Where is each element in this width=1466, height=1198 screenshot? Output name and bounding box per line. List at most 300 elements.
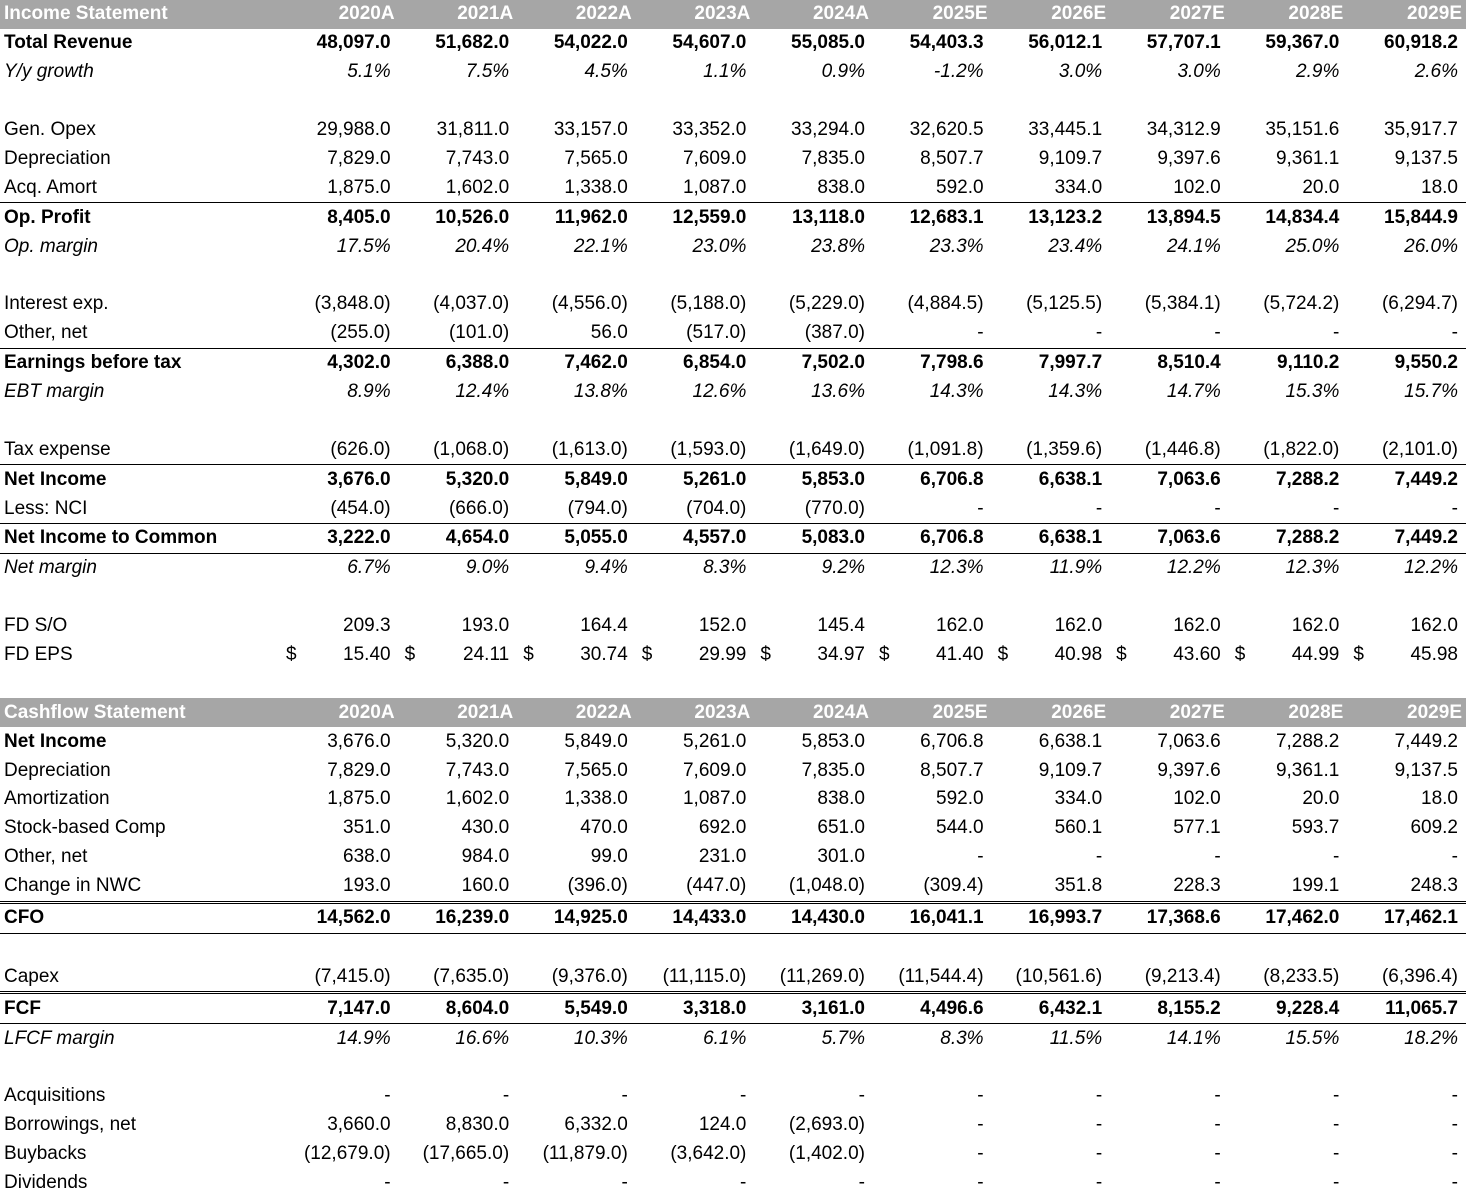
value-cell[interactable]: 0.9%	[821, 61, 865, 83]
row-label-cell[interactable]: Stock-based Comp	[4, 817, 166, 839]
value-cell[interactable]: 13.6%	[811, 381, 865, 403]
value-cell[interactable]: 5,849.0	[517, 465, 636, 494]
value-cell[interactable]: 18.2%	[1404, 1027, 1458, 1049]
value-cell[interactable]: -	[1333, 1114, 1340, 1136]
value-cell[interactable]: 12,683.1	[873, 203, 992, 232]
value-cell[interactable]: 7,288.2	[1275, 730, 1340, 752]
value-cell[interactable]	[399, 641, 518, 670]
value-cell[interactable]	[992, 669, 1111, 698]
value-cell[interactable]: 7,147.0	[280, 993, 399, 1024]
value-cell[interactable]: (517.0)	[686, 322, 747, 344]
value-cell[interactable]	[280, 87, 399, 116]
value-cell[interactable]: 3.0%	[1058, 61, 1103, 83]
value-cell[interactable]: 1,875.0	[327, 788, 391, 810]
value-cell[interactable]: 3,676.0	[327, 730, 391, 752]
value-cell[interactable]	[517, 669, 636, 698]
row-label-cell[interactable]	[0, 933, 280, 962]
value-cell[interactable]: 334.0	[1054, 176, 1103, 198]
value-cell[interactable]: (9,376.0)	[551, 965, 628, 987]
value-cell[interactable]: 7,829.0	[327, 759, 391, 781]
value-cell[interactable]: -	[1333, 846, 1340, 868]
row-label-cell[interactable]	[0, 669, 280, 698]
value-cell[interactable]: (1,593.0)	[670, 438, 747, 460]
value-cell[interactable]: 7,743.0	[445, 147, 510, 169]
value-cell[interactable]	[636, 669, 755, 698]
value-cell[interactable]	[636, 933, 755, 962]
value-cell[interactable]: 15,844.9	[1347, 203, 1466, 232]
value-cell[interactable]: 14.1%	[1166, 1027, 1221, 1049]
value-cell[interactable]	[873, 406, 992, 435]
value-cell[interactable]	[1110, 87, 1229, 116]
value-cell[interactable]	[517, 583, 636, 612]
value-cell[interactable]: 9.2%	[821, 557, 865, 579]
row-label-cell[interactable]: Net margin	[4, 557, 97, 579]
value-cell[interactable]	[280, 261, 399, 290]
value-cell[interactable]: 59,367.0	[1265, 32, 1340, 54]
row-label-cell[interactable]: LFCF margin	[4, 1027, 115, 1049]
value-cell[interactable]: 7,565.0	[564, 147, 628, 169]
value-cell[interactable]: 5,853.0	[754, 465, 873, 494]
year-header-cell[interactable]: 2029E	[1347, 698, 1466, 727]
value-cell[interactable]: 9.4%	[584, 557, 628, 579]
value-cell[interactable]: -	[1095, 497, 1103, 519]
value-cell[interactable]: 54,403.3	[909, 32, 984, 54]
value-cell[interactable]	[1347, 641, 1466, 670]
value-cell[interactable]	[280, 583, 399, 612]
value-cell[interactable]	[754, 641, 873, 670]
value-cell[interactable]: 162.0	[1291, 615, 1340, 637]
value-cell[interactable]	[399, 583, 518, 612]
value-cell[interactable]	[1110, 261, 1229, 290]
value-cell[interactable]: (5,125.5)	[1026, 293, 1103, 315]
value-cell[interactable]: 9.0%	[465, 557, 510, 579]
value-cell[interactable]: (4,884.5)	[907, 293, 984, 315]
value-cell[interactable]: 99.0	[590, 846, 628, 868]
value-cell[interactable]	[1110, 669, 1229, 698]
value-cell[interactable]: 12.3%	[929, 557, 984, 579]
value-cell[interactable]: 6,706.8	[873, 524, 992, 554]
value-cell[interactable]	[873, 87, 992, 116]
value-cell[interactable]	[873, 261, 992, 290]
value-cell[interactable]: -	[740, 1085, 747, 1107]
value-cell[interactable]	[399, 87, 518, 116]
value-cell[interactable]: 9,228.4	[1229, 993, 1348, 1024]
value-cell[interactable]: -	[621, 1085, 628, 1107]
value-cell[interactable]: 14,433.0	[636, 902, 755, 933]
year-header-cell[interactable]: 2023A	[636, 698, 755, 727]
row-label-cell[interactable]: Less: NCI	[4, 497, 88, 519]
row-label-cell[interactable]: FD EPS	[4, 644, 73, 666]
year-header-cell[interactable]: 2027E	[1110, 0, 1229, 29]
value-cell[interactable]: (309.4)	[923, 875, 984, 897]
row-label-cell[interactable]: Tax expense	[4, 438, 111, 460]
value-cell[interactable]: (447.0)	[686, 875, 747, 897]
value-cell[interactable]: (1,446.8)	[1144, 438, 1221, 460]
value-cell[interactable]: (101.0)	[448, 322, 510, 344]
year-header-cell[interactable]: 2023A	[636, 0, 755, 29]
value-cell[interactable]: 592.0	[936, 788, 984, 810]
value-cell[interactable]: 22.1%	[573, 235, 628, 257]
value-cell[interactable]: 11.9%	[1049, 557, 1103, 579]
value-cell[interactable]: 470.0	[580, 817, 628, 839]
value-cell[interactable]: -	[1333, 497, 1340, 519]
value-cell[interactable]	[873, 583, 992, 612]
value-cell[interactable]: 7,288.2	[1229, 524, 1348, 554]
value-cell[interactable]: 8,507.7	[920, 759, 984, 781]
value-cell[interactable]: 14,430.0	[754, 902, 873, 933]
value-cell[interactable]: 54,607.0	[672, 32, 747, 54]
value-cell[interactable]: -	[621, 1172, 628, 1194]
value-cell[interactable]	[1229, 261, 1348, 290]
value-cell[interactable]: 231.0	[698, 846, 747, 868]
value-cell[interactable]: 11.5%	[1049, 1027, 1103, 1049]
year-header-cell[interactable]: 2021A	[399, 0, 518, 29]
value-cell[interactable]: 162.0	[1173, 615, 1221, 637]
value-cell[interactable]: -	[1214, 1143, 1221, 1165]
value-cell[interactable]: 26.0%	[1404, 235, 1458, 257]
value-cell[interactable]: 4,557.0	[636, 524, 755, 554]
value-cell[interactable]	[1110, 583, 1229, 612]
value-cell[interactable]: -	[977, 1143, 984, 1165]
value-cell[interactable]: (8,233.5)	[1263, 965, 1340, 987]
value-cell[interactable]: (11,544.4)	[898, 965, 984, 987]
cashflow-statement-title[interactable]: Cashflow Statement	[0, 698, 280, 727]
value-cell[interactable]	[754, 669, 873, 698]
value-cell[interactable]: 1,087.0	[682, 788, 747, 810]
value-cell[interactable]	[754, 87, 873, 116]
value-cell[interactable]: 6,706.8	[873, 465, 992, 494]
value-cell[interactable]: 20.4%	[455, 235, 510, 257]
value-cell[interactable]: 1,875.0	[327, 176, 391, 198]
value-cell[interactable]	[280, 641, 399, 670]
value-cell[interactable]: -	[1214, 1085, 1221, 1107]
value-cell[interactable]	[1347, 1053, 1466, 1082]
row-label-cell[interactable]: Change in NWC	[4, 875, 142, 897]
value-cell[interactable]: (5,724.2)	[1263, 293, 1340, 315]
value-cell[interactable]	[754, 1053, 873, 1082]
value-cell[interactable]	[280, 669, 399, 698]
year-header-cell[interactable]: 2024A	[754, 0, 873, 29]
value-cell[interactable]: (5,229.0)	[788, 293, 865, 315]
value-cell[interactable]: 2.6%	[1414, 61, 1458, 83]
value-cell[interactable]: (17,665.0)	[422, 1143, 510, 1165]
row-label-cell[interactable]: Capex	[4, 965, 59, 987]
year-header-cell[interactable]: 2025E	[873, 0, 992, 29]
value-cell[interactable]	[754, 933, 873, 962]
value-cell[interactable]: (11,879.0)	[542, 1143, 628, 1165]
value-cell[interactable]: 7,835.0	[801, 147, 865, 169]
value-cell[interactable]: 16.6%	[455, 1027, 510, 1049]
value-cell[interactable]: (11,269.0)	[779, 965, 865, 987]
value-cell[interactable]	[1347, 406, 1466, 435]
value-cell[interactable]: 124.0	[698, 1114, 747, 1136]
value-cell[interactable]: 8,155.2	[1110, 993, 1229, 1024]
row-label-cell[interactable]	[0, 583, 280, 612]
value-cell[interactable]: 5,849.0	[564, 730, 628, 752]
value-cell[interactable]: 20.0	[1302, 176, 1340, 198]
value-cell[interactable]: 9,137.5	[1394, 147, 1458, 169]
value-cell[interactable]	[992, 406, 1111, 435]
value-cell[interactable]	[636, 87, 755, 116]
value-cell[interactable]: 56.0	[590, 322, 628, 344]
value-cell[interactable]	[636, 406, 755, 435]
value-cell[interactable]	[1347, 933, 1466, 962]
value-cell[interactable]: 7,798.6	[873, 348, 992, 377]
value-cell[interactable]: (396.0)	[567, 875, 628, 897]
value-cell[interactable]: 7,449.2	[1347, 465, 1466, 494]
value-cell[interactable]: 1,087.0	[682, 176, 747, 198]
value-cell[interactable]: 8,830.0	[445, 1114, 510, 1136]
year-header-cell[interactable]: 2022A	[517, 698, 636, 727]
value-cell[interactable]: -	[1451, 1114, 1458, 1136]
value-cell[interactable]	[754, 261, 873, 290]
value-cell[interactable]: 18.0	[1421, 176, 1458, 198]
value-cell[interactable]: 593.7	[1291, 817, 1340, 839]
value-cell[interactable]: (770.0)	[804, 497, 865, 519]
value-cell[interactable]: 430.0	[461, 817, 510, 839]
value-cell[interactable]: 7,609.0	[682, 147, 747, 169]
row-label-cell[interactable]: Op. margin	[4, 235, 98, 257]
value-cell[interactable]: (1,359.6)	[1026, 438, 1103, 460]
value-cell[interactable]: 7,565.0	[564, 759, 628, 781]
value-cell[interactable]: 14,925.0	[517, 902, 636, 933]
value-cell[interactable]: 14,834.4	[1229, 203, 1348, 232]
value-cell[interactable]: (4,037.0)	[433, 293, 510, 315]
value-cell[interactable]: -	[1451, 322, 1458, 344]
value-cell[interactable]: 4,302.0	[280, 348, 399, 377]
value-cell[interactable]: 33,294.0	[791, 119, 865, 140]
value-cell[interactable]: 7,063.6	[1110, 465, 1229, 494]
value-cell[interactable]	[873, 933, 992, 962]
value-cell[interactable]: 33,445.1	[1028, 119, 1103, 140]
value-cell[interactable]: 1,602.0	[445, 788, 510, 810]
value-cell[interactable]: -	[1214, 1172, 1221, 1194]
value-cell[interactable]: (1,402.0)	[788, 1143, 865, 1165]
value-cell[interactable]: (3,642.0)	[670, 1143, 747, 1165]
value-cell[interactable]: 7,997.7	[992, 348, 1111, 377]
value-cell[interactable]: 14.7%	[1166, 381, 1221, 403]
row-label-cell[interactable]: Net Income	[4, 730, 107, 752]
value-cell[interactable]: 102.0	[1173, 176, 1221, 198]
value-cell[interactable]: 7,609.0	[682, 759, 747, 781]
value-cell[interactable]: 14.9%	[336, 1027, 391, 1049]
value-cell[interactable]: (4,556.0)	[551, 293, 628, 315]
value-cell[interactable]	[280, 1053, 399, 1082]
value-cell[interactable]: 9,110.2	[1229, 348, 1348, 377]
value-cell[interactable]: 7,449.2	[1347, 524, 1466, 554]
value-cell[interactable]: 13,118.0	[754, 203, 873, 232]
value-cell[interactable]: 7,063.6	[1110, 524, 1229, 554]
value-cell[interactable]	[1110, 933, 1229, 962]
value-cell[interactable]: 17.5%	[336, 235, 391, 257]
value-cell[interactable]: (7,415.0)	[314, 965, 391, 987]
value-cell[interactable]: 34,312.9	[1146, 119, 1221, 140]
value-cell[interactable]	[1229, 669, 1348, 698]
value-cell[interactable]: 12,559.0	[636, 203, 755, 232]
value-cell[interactable]: 9,361.1	[1275, 147, 1340, 169]
value-cell[interactable]: 3,318.0	[636, 993, 755, 1024]
value-cell[interactable]	[1347, 583, 1466, 612]
year-header-cell[interactable]: 2022A	[517, 0, 636, 29]
value-cell[interactable]: 15.3%	[1285, 381, 1340, 403]
year-header-cell[interactable]: 2020A	[280, 698, 399, 727]
value-cell[interactable]: 33,352.0	[672, 119, 747, 140]
value-cell[interactable]: -	[1214, 846, 1221, 868]
value-cell[interactable]: 23.4%	[1048, 235, 1103, 257]
value-cell[interactable]: -	[1095, 1172, 1103, 1194]
value-cell[interactable]: 6,432.1	[992, 993, 1111, 1024]
value-cell[interactable]: (387.0)	[804, 322, 865, 344]
value-cell[interactable]	[1347, 669, 1466, 698]
value-cell[interactable]: 5,055.0	[517, 524, 636, 554]
year-header-cell[interactable]: 2021A	[399, 698, 518, 727]
value-cell[interactable]: 6.1%	[703, 1027, 747, 1049]
value-cell[interactable]: -	[1451, 1143, 1458, 1165]
value-cell[interactable]	[1229, 933, 1348, 962]
value-cell[interactable]: 9,109.7	[1038, 759, 1103, 781]
value-cell[interactable]: (10,561.6)	[1015, 965, 1103, 987]
value-cell[interactable]: 7,835.0	[801, 759, 865, 781]
value-cell[interactable]: 248.3	[1410, 875, 1458, 897]
value-cell[interactable]: 638.0	[343, 846, 391, 868]
value-cell[interactable]: 351.8	[1054, 875, 1103, 897]
value-cell[interactable]	[873, 1053, 992, 1082]
value-cell[interactable]: (1,091.8)	[907, 438, 984, 460]
value-cell[interactable]: (255.0)	[330, 322, 391, 344]
row-label-cell[interactable]: Borrowings, net	[4, 1114, 137, 1136]
value-cell[interactable]	[992, 87, 1111, 116]
value-cell[interactable]	[992, 933, 1111, 962]
value-cell[interactable]: 5.1%	[347, 61, 391, 83]
value-cell[interactable]: -	[1095, 322, 1103, 344]
value-cell[interactable]: 152.0	[698, 615, 747, 637]
value-cell[interactable]	[1229, 1053, 1348, 1082]
value-cell[interactable]: 17,462.0	[1229, 902, 1348, 933]
year-header-cell[interactable]: 2025E	[873, 698, 992, 727]
value-cell[interactable]: 4.5%	[584, 61, 628, 83]
value-cell[interactable]: 7,462.0	[517, 348, 636, 377]
value-cell[interactable]: 5,083.0	[754, 524, 873, 554]
row-label-cell[interactable]: FD S/O	[4, 615, 68, 637]
value-cell[interactable]: 301.0	[817, 846, 865, 868]
value-cell[interactable]: -	[858, 1085, 865, 1107]
value-cell[interactable]: 8,510.4	[1110, 348, 1229, 377]
year-header-cell[interactable]: 2024A	[754, 698, 873, 727]
value-cell[interactable]	[399, 406, 518, 435]
value-cell[interactable]	[517, 261, 636, 290]
value-cell[interactable]	[636, 583, 755, 612]
value-cell[interactable]: 351.0	[343, 817, 391, 839]
value-cell[interactable]	[873, 641, 992, 670]
value-cell[interactable]: 1,338.0	[564, 176, 628, 198]
value-cell[interactable]: 13,123.2	[992, 203, 1111, 232]
value-cell[interactable]: 9,361.1	[1275, 759, 1340, 781]
value-cell[interactable]: -	[1095, 846, 1103, 868]
value-cell[interactable]: 838.0	[817, 788, 865, 810]
value-cell[interactable]: -	[1451, 1085, 1458, 1107]
value-cell[interactable]: 162.0	[1410, 615, 1458, 637]
value-cell[interactable]: (6,396.4)	[1381, 965, 1458, 987]
value-cell[interactable]: 145.4	[817, 615, 865, 637]
value-cell[interactable]	[517, 406, 636, 435]
value-cell[interactable]: 4,496.6	[873, 993, 992, 1024]
value-cell[interactable]: (626.0)	[330, 438, 391, 460]
value-cell[interactable]: 334.0	[1054, 788, 1103, 810]
row-label-cell[interactable]: FCF	[0, 993, 280, 1024]
value-cell[interactable]: 4,654.0	[399, 524, 518, 554]
value-cell[interactable]: -	[1214, 497, 1221, 519]
value-cell[interactable]: (3,848.0)	[314, 293, 391, 315]
value-cell[interactable]: 8,507.7	[920, 147, 984, 169]
value-cell[interactable]: -	[977, 322, 984, 344]
value-cell[interactable]: -	[1333, 322, 1340, 344]
value-cell[interactable]	[1110, 406, 1229, 435]
value-cell[interactable]: 5,320.0	[445, 730, 510, 752]
value-cell[interactable]: 55,085.0	[791, 32, 865, 54]
value-cell[interactable]: 48,097.0	[316, 32, 391, 54]
value-cell[interactable]: 7,449.2	[1394, 730, 1458, 752]
value-cell[interactable]: -	[1095, 1143, 1103, 1165]
value-cell[interactable]: -	[502, 1085, 510, 1107]
row-label-cell[interactable]: Acq. Amort	[4, 176, 97, 198]
value-cell[interactable]: 9,109.7	[1038, 147, 1103, 169]
value-cell[interactable]: 6,638.1	[1038, 730, 1103, 752]
value-cell[interactable]: 17,462.1	[1347, 902, 1466, 933]
row-label-cell[interactable]: Amortization	[4, 788, 110, 810]
row-label-cell[interactable]: Acquisitions	[4, 1085, 106, 1107]
row-label-cell[interactable]: Net Income	[0, 465, 280, 494]
value-cell[interactable]: -	[1451, 497, 1458, 519]
row-label-cell[interactable]: Y/y growth	[4, 61, 94, 83]
value-cell[interactable]: 13,894.5	[1110, 203, 1229, 232]
value-cell[interactable]: -	[1451, 846, 1458, 868]
value-cell[interactable]: 5,261.0	[636, 465, 755, 494]
value-cell[interactable]: (9,213.4)	[1144, 965, 1221, 987]
value-cell[interactable]: 838.0	[817, 176, 865, 198]
value-cell[interactable]: 16,041.1	[873, 902, 992, 933]
value-cell[interactable]: 23.0%	[692, 235, 747, 257]
value-cell[interactable]	[399, 261, 518, 290]
value-cell[interactable]: 9,137.5	[1394, 759, 1458, 781]
value-cell[interactable]: 3,161.0	[754, 993, 873, 1024]
year-header-cell[interactable]: 2028E	[1229, 0, 1348, 29]
value-cell[interactable]	[399, 669, 518, 698]
value-cell[interactable]: 1,338.0	[564, 788, 628, 810]
value-cell[interactable]: 11,962.0	[517, 203, 636, 232]
value-cell[interactable]: (2,693.0)	[788, 1114, 865, 1136]
value-cell[interactable]: 25.0%	[1285, 235, 1340, 257]
value-cell[interactable]: 1.1%	[703, 61, 747, 83]
value-cell[interactable]: (454.0)	[330, 497, 391, 519]
value-cell[interactable]: 8.9%	[347, 381, 391, 403]
value-cell[interactable]: 13.8%	[573, 381, 628, 403]
value-cell[interactable]: -	[977, 846, 984, 868]
value-cell[interactable]: 23.8%	[811, 235, 865, 257]
value-cell[interactable]: 9,397.6	[1157, 147, 1221, 169]
value-cell[interactable]: 51,682.0	[435, 32, 510, 54]
value-cell[interactable]: (704.0)	[686, 497, 747, 519]
value-cell[interactable]	[992, 583, 1111, 612]
value-cell[interactable]	[992, 641, 1111, 670]
value-cell[interactable]: 164.4	[580, 615, 628, 637]
value-cell[interactable]: 6,854.0	[636, 348, 755, 377]
value-cell[interactable]: 1,602.0	[445, 176, 510, 198]
row-label-cell[interactable]: Other, net	[4, 846, 88, 868]
value-cell[interactable]	[992, 1053, 1111, 1082]
year-header-cell[interactable]: 2028E	[1229, 698, 1348, 727]
value-cell[interactable]: -	[977, 1172, 984, 1194]
value-cell[interactable]: 20.0	[1302, 788, 1340, 810]
